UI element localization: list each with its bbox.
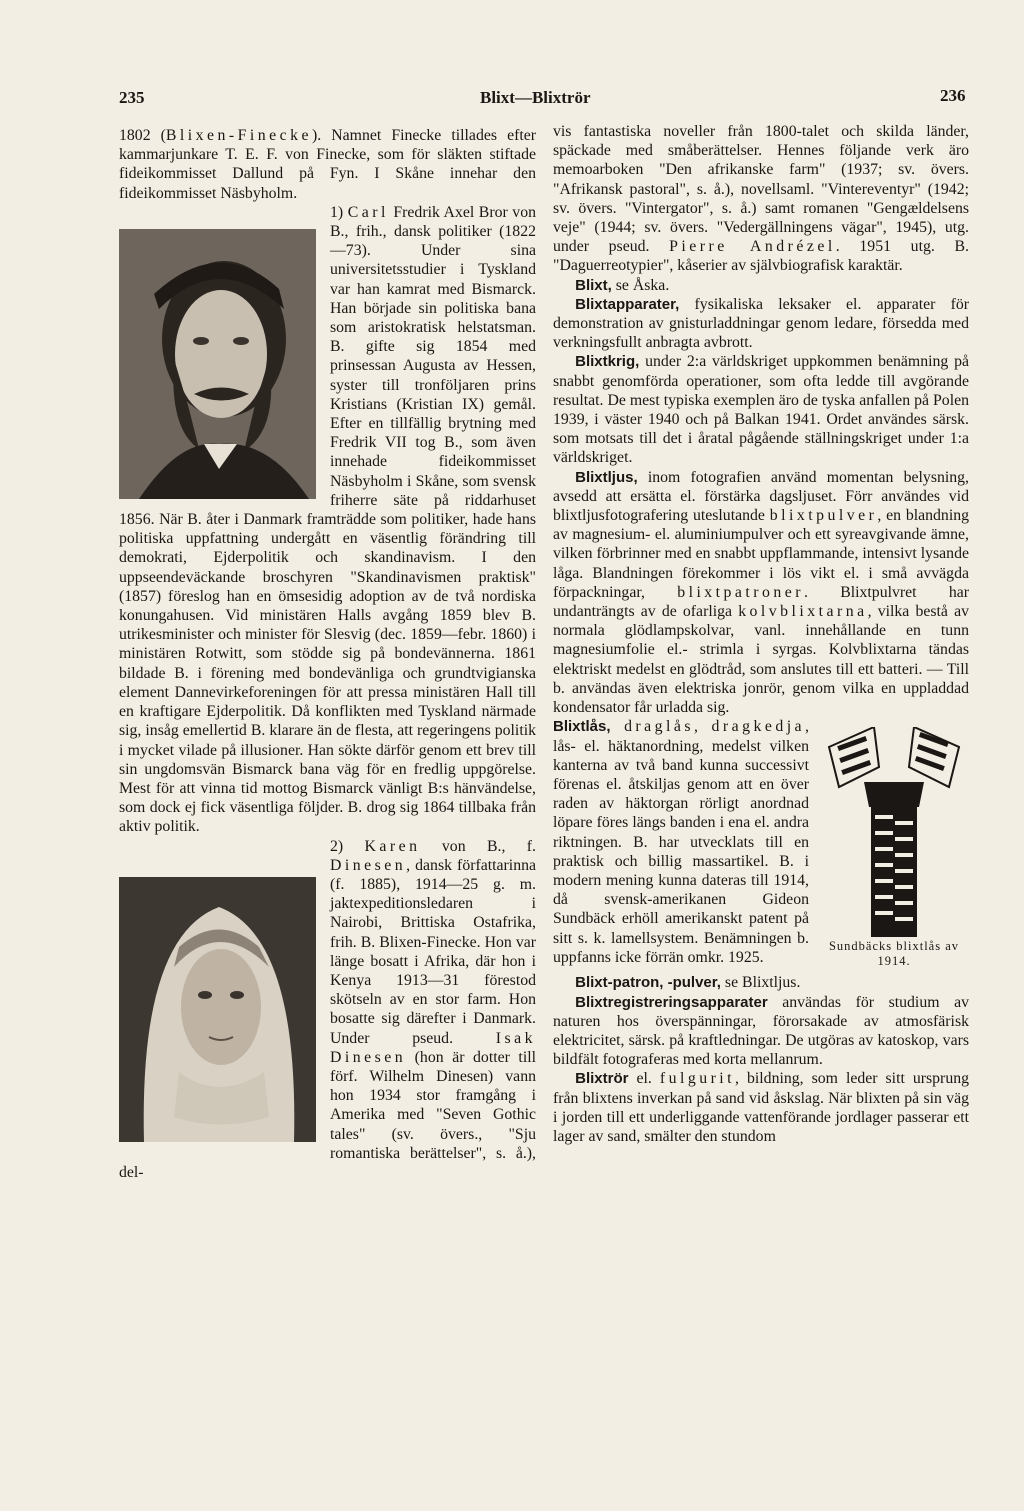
entry-blixtror — [553, 1069, 969, 1146]
entry-text: (hon är dotter till förf. Wilhelm Dinesen) vann hon 1934 stor framgång i Amerika med "Seven Gothic tales" (sv. övers., "Sju romantiska berättelser", s. å.), del- — [119, 1048, 536, 1181]
headword: Blixt-patron, -pulver, — [575, 974, 721, 992]
portrait-woman-image — [119, 877, 316, 1142]
headword: Blixt, — [575, 276, 612, 294]
entry-text: , lås- el. häktanordning, medelst vilken kanterna av två band kunna successivt förenas el. åtskiljas genom att en över raden av häktorgan rörligt anordnad löpare föres längs banden i ena el. andra riktningen. B. har utvecklats till en praktisk och billig massartikel. B. i modern mening kunna dateras till 1914, då svensk-amerikanen Gideon Sundbäck erhöll amerikanskt patent på sitt s. k. lamellsystem. Benämningen b. uppfanns icke förrän omkr. 1925. — [553, 718, 809, 966]
zipper-figure — [819, 727, 969, 969]
term-spaced: blixtpatroner — [677, 583, 804, 601]
pseudonym: Pierre Andrézel — [669, 238, 836, 256]
entry-blixt-patron — [553, 973, 969, 992]
paragraph-intro — [119, 126, 536, 203]
portrait-karen-blixen — [119, 877, 316, 1142]
entry-text: fysikaliska leksaker el. apparater för demonstration av gnisturladdningar genom ledare, försedda med verkningsfullt anbragta avbrott. — [553, 295, 969, 352]
entry-text: användas för studium av naturen hos överspänningar, förorsakade av atmosfärisk elektricitet, särsk. på kraftledningar. De utgöras av katoskop, vars bildfält fotograferas med korta mellanrum. — [553, 993, 969, 1069]
entry-blixtkrig — [553, 352, 969, 467]
term-spaced: blixtpulver — [769, 507, 878, 525]
term-spaced: fulgurit — [659, 1070, 736, 1088]
running-title: Blixt—Blixtrör — [480, 88, 591, 107]
text: ). Namnet Finecke tillades efter kammarjunkare T. E. F. von Finecke, som för släkten stiftade fideikommisset Dallund på Fyn. I Skåne innehar den fideikommisset Näsbyholm. — [119, 127, 536, 202]
headword: Blixtapparater, — [575, 295, 680, 313]
portrait-carl-blixen — [119, 229, 316, 499]
headword: Blixtljus, — [575, 468, 638, 486]
headword: Blixtkrig, — [575, 353, 640, 371]
headword: Blixtrör — [575, 1070, 629, 1088]
term-spaced: kolvblixtarna — [738, 603, 868, 621]
right-column: vis fantastiska noveller från 1800-talet och skilda länder, späckade med småberättelser. Hennes följande verk äro memoarboken "Den afrikanske farm" (1937; sv. övers. "Afrikansk pastoral", s. å.), novellsaml. "Vintereventyr" (1942; sv. övers. "Vintergator", s. å.) samt romanen "Gengældelsens veje" (1944; sv. övers. "Vedergällningens vägar", 1945), utg. under pseud. Pierre Andrézel. 1951 utg. B. "Daguerreotypier", kåserier av självbiografisk karaktär. Blixt, se Åska. Blixtapparater, fysikaliska leksaker el. apparater för demonstration av gnisturladdningar genom ledare, försedda med verkningsfullt anbragta avbrott. Blixtkrig, under 2:a världskriget uppkommen benämning på snabbt genomförda operationer, som ofta ledde till avgörande resultat. De mest typiska exemplen äro de tyska anfallen på Polen 1939, i väster 1940 och på Balkan 1941. Ordet användes särsk. som motsats till det i åratal pågående ställningskriget under 1:a världskriget. Blixtljus, inom fotografien använd momentan belysning, avsedd att ersätta el. förstärka dagsljuset. Förr användes vid blixtljusfotografering uteslutande blixtpulver, en blandning av magnesium- el. aluminiumpulver och ett syreavgivande ämne, vilken förbrinner med en snabbt uppflammande, intensivt lysande låga. Blandningen förekommer i lös vikt el. i små avvägda förpackningar, blixtpatroner. Blixtpulvret har undanträngts av de ofarliga kolvblixtarna, vilka bestå av normala glödlampskolvar, vanl. innehållande en tunn magnesiumfolie el.- strimla i syrgas. Kolvblixtarna tändas elektriskt medelst en glödtråd, som anslutes till ett batteri. — Till b. användas även elektriska jonrör, genom vilka en uppladdad kondensator får urladda sig. Sundbäcks blixtlås av 1914. Blixtlås, draglås, dragkedja, lås- el. häktanordning, medelst vilken kanterna av två band kunna successivt förenas el. åtskiljas genom att en över raden av häktorgan rörligt anordnad löpare föres längs banden i ena el. andra riktningen. B. har utvecklats till en praktisk och billig massartikel. B. i modern mening kunna dateras till 1914, då svensk-amerikanen Gideon Sundbäck erhöll amerikanskt patent på sitt s. k. lamellsystem. Benämningen b. uppfanns icke förrän omkr. 1925. Blixt-patron, -pulver, se Blixtljus. Blixtregistreringsapparater användas för studium av naturen hos överspänningar, förorsakade av atmosfärisk elektricitet, särsk. på kraftledningar. De utgöras av katoskop, vars bildfält fotograferas med korta mellanrum. Blixtrör el. fulgurit, bildning, som leder sitt ursprung från blixtens inverkan på sand vid åskslag. När blixten på sin väg i jorden till ett underliggande vattenförande jordlager passerar ett lager av sand, smälter den stundom — [553, 123, 970, 1145]
figure-caption: Sundbäcks blixtlås av 1914. — [828, 939, 959, 969]
continuation — [553, 122, 969, 276]
entry-blixtapparater — [553, 295, 969, 353]
headword: Blixtlås, — [553, 718, 611, 736]
term-spaced: dragkedja — [711, 718, 806, 736]
entry-text: , en blandning av magnesium- el. aluminiumpulver och ett syreavgivande ämne, vilken förbrinner med en snabbt uppflammande, intensivt lysande låga. Blandningen förekommer i lös vikt el. i små avvägda förpackningar, — [553, 507, 970, 601]
entry-number: 2) — [330, 837, 344, 855]
entry-text: von B., f. — [441, 837, 536, 855]
portrait-man-image — [119, 229, 316, 499]
entry-text: inom fotografien använd momentan belysning, avsedd att ersätta el. förstärka dagsljuset. Förr användes vid blixtljusfotografering uteslutande — [553, 468, 970, 525]
entry-text: , bildning, som leder sitt ursprung från blixtens inverkan på sand vid åskslag. När blixten på sin väg i jorden till ett underliggande vattenförande jordlager passerar ett lager av sand, smälter den stundom — [553, 1070, 970, 1145]
entry-text: under 2:a världskriget uppkommen benämning på snabbt genomförda operationer, som ofta ledde till avgörande resultat. De mest typiska exemplen äro de tyska anfallen på Polen 1939, i väster 1940 och på Balkan 1941. Ordet användes särsk. som motsats till det i åratal pågående ställningskriget under 1:a världskriget. — [553, 353, 970, 467]
headword: Blixtregistreringsapparater — [575, 993, 768, 1011]
text-spaced: Blixen-Finecke — [165, 127, 312, 144]
zipper-illustration — [819, 727, 969, 937]
left-column — [119, 126, 536, 1182]
entry-name: Carl — [347, 203, 389, 221]
entry-text: el. — [636, 1070, 652, 1088]
text: vis fantastiska noveller från 1800-talet och skilda länder, späckade med småberättelser. Hennes följande verk äro memoarboken "Den afrikanske farm" (1937; sv. övers. "Afrikansk pastoral", s. å.), novellsaml. "Vintereventyr" (1942; sv. övers. "Vintergator", s. å.) samt romanen "Gengældelsens veje" (1944; sv. övers. "Vedergällningens vägar", 1945), utg. under pseud. — [553, 123, 969, 256]
term-spaced: draglås — [624, 718, 695, 736]
entry-text: , vilka bestå av normala glödlampskolvar, vanl. innehållande en tunn magnesiumfolie el.- strimla i syrgas. Kolvblixtarna tändas elektriskt medelst en glödtråd, som anslutes till ett batteri. — Till b. användas även elektriska jonrör, genom vilka en uppladdad kondensator får urladda sig. — [553, 603, 969, 717]
entry-name-spaced: Dinesen — [330, 856, 407, 874]
entry-name: Karen — [364, 837, 421, 855]
entry-text: se Blixtljus. — [724, 974, 801, 992]
text: 1802 ( — [119, 127, 166, 144]
text: . 1951 utg. B. "Daguerreotypier", kåserier av självbiografisk karaktär. — [553, 238, 969, 275]
entry-text: . Blixtpulvret har undanträngts av de ofarliga — [553, 583, 969, 621]
entry-number: 1) — [330, 203, 344, 221]
entry-blixtregistreringsapparater — [553, 993, 969, 1070]
entry-text: Fredrik Axel Bror von B., frih., dansk politiker (1822—73). Under sina universitetsstudier i Tyskland var han kamrat med Bismarck. Han började sin politiska bana som aristokratisk helstatsman. B. gifte sig 1854 med prinsessan Augusta av Hessen, syster till tronföljaren prins Kristians (Kristian IX) gemål. Efter en tillfällig brytning med Fredrik VII tog B., som även innehade fideikommisset Näsbyholm i Skåne, som svensk friherre säte på riddarhuset 1856. När B. åter i Danmark framträdde som politiker, hade hans politiska uppfattning undergått en väsentlig förändring till demokrati, Ejderpolitik och skandinavism. I den uppseendeväckande broschyren "Skandinavismen praktisk" (1857) föreslog han en ömsesidig adoption av de två nordiska konungahusen. Vid ministären Halls avgång 1859 blev B. utrikesminister och minister för Slesvig (dec. 1859—febr. 1860) i ministären Rotwitt, som stödde sig på bondevännerna. 1861 bildade B. i förening med bondevänliga och grundtvigianska element Dannevirkeforeningen för att pressa ministären Hall till en kraftigare Ejderpolitik. Då konflikten med Tyskland närmade sig, insåg emellertid B. klarare än de flesta, att regeringens politik i mycket vilade på illusioner. Han sökte därför genom ett brev till sin ungdomsvän Bismarck bana väg för en fredlig uppgörelse. Mest för att vinna tid mottog Bismarck vänligt B:s hänvändelse, som dock ej fick väsentliga följder. B. drog sig 1864 tillbaka från aktiv politik. — [119, 203, 536, 836]
page-number-right: 236 — [940, 86, 966, 105]
entry-blixt — [553, 276, 969, 295]
page-number-left: 235 — [119, 88, 145, 107]
entry-text: , dansk författarinna (f. 1885), 1914—25 g. m. jaktexpeditionsledaren i Nairobi, Brittiska Ostafrika, frih. B. Blixen-Finecke. Hon var länge bosatt i Afrika, där hon i Kenya 1913—31 förestod skötseln av en stor farm. Hon bosatte sig därefter i Danmark. Under pseud. — [330, 856, 536, 1047]
entry-blixtljus — [553, 468, 969, 718]
entry-text: se Åska. — [615, 276, 670, 294]
pseudonym: Isak Dinesen — [330, 1029, 537, 1066]
